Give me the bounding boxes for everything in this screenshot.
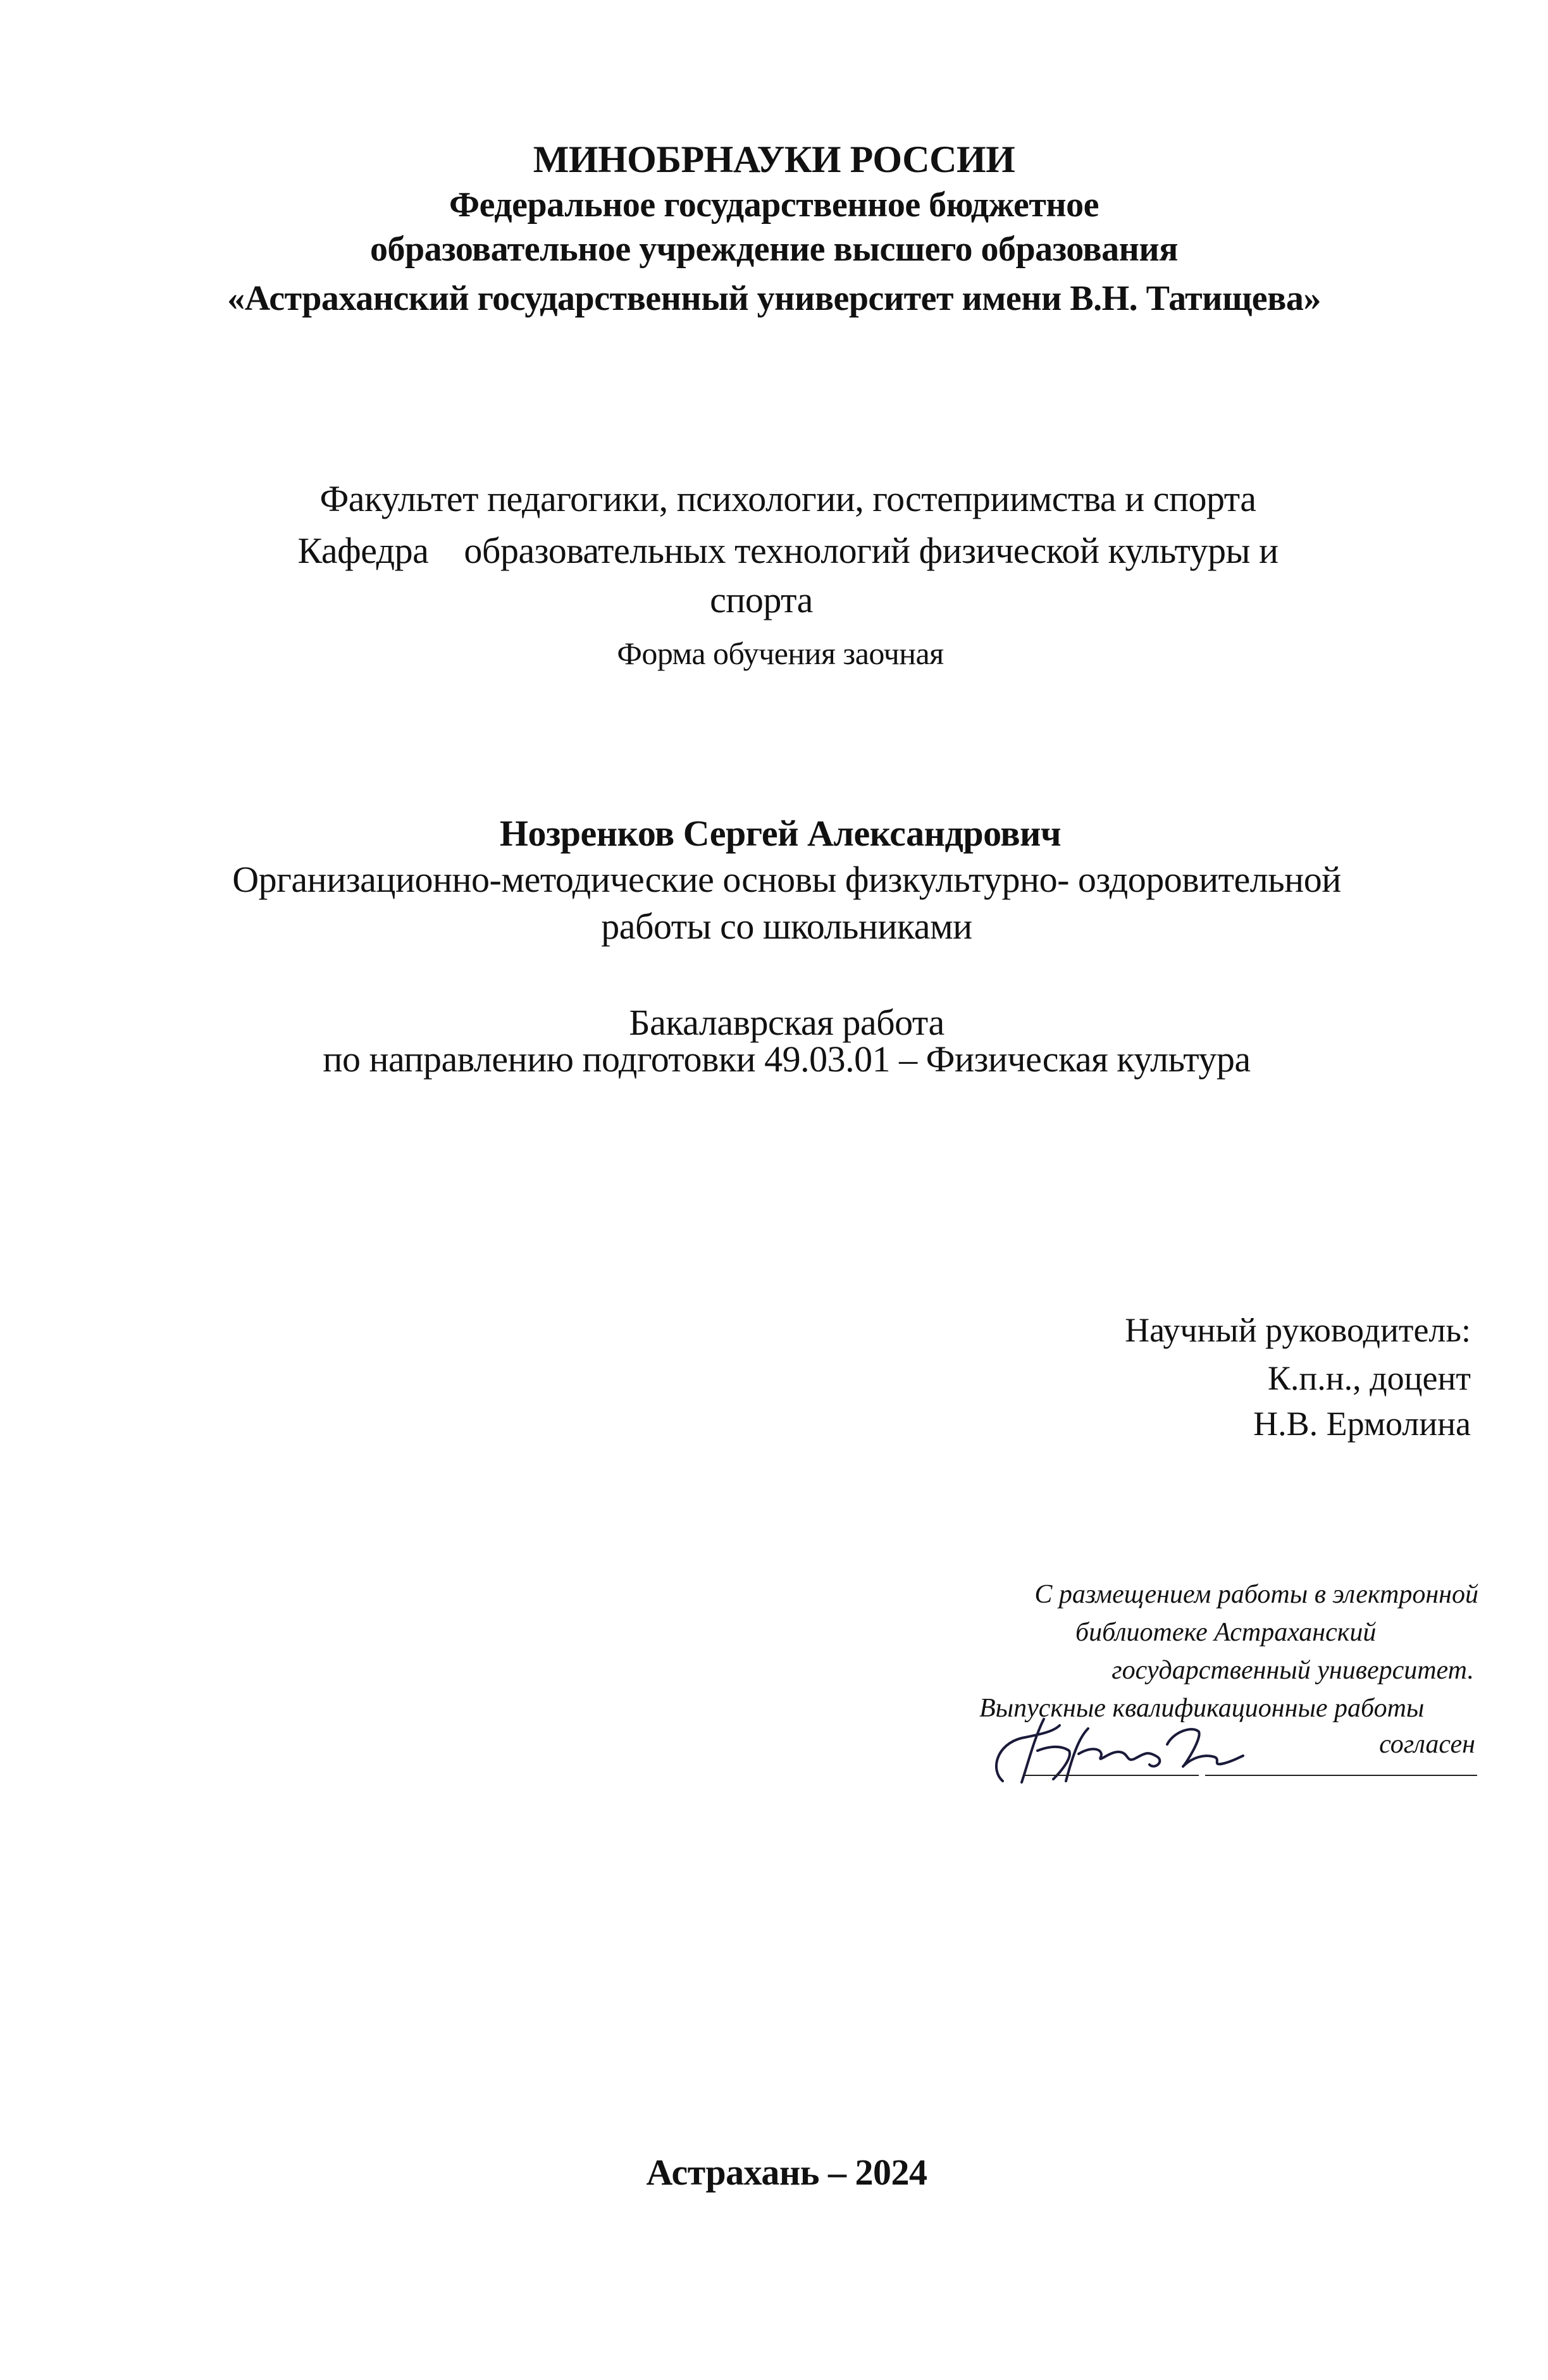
ministry-heading: МИНОБРНАУКИ РОССИИ [533,139,1015,180]
consent-line-2: библиотеке Астраханский [1075,1618,1377,1647]
work-title-line-2: работы со школьниками [601,906,972,947]
work-type: Бакалаврская работа [629,1002,944,1043]
supervisor-name: Н.В. Ермолина [1253,1405,1471,1443]
faculty-name: Факультет педагогики, психологии, гостеприимства и спорта [319,478,1256,519]
chair-line-2: спорта [710,579,813,620]
consent-line-4: Выпускные квалификационные работы [979,1694,1425,1723]
author-name: Нозренков Сергей Александрович [499,813,1062,854]
signature-stroke [996,1725,1060,1781]
handwritten-signature [984,1706,1300,1789]
consent-line-1: С размещением работы в электронной [1034,1580,1478,1609]
signature-stroke [1167,1729,1243,1767]
consent-line-5: согласен [1379,1730,1475,1759]
direction-of-study: по направлению подготовки 49.03.01 – Физическая культура [323,1039,1251,1080]
study-form: Форма обучения заочная [617,636,944,671]
org-line-2: образовательное учреждение высшего образования [370,230,1178,269]
signature-stroke [1079,1749,1160,1766]
org-line-1: Федеральное государственное бюджетное [449,185,1099,225]
work-title-line-1: Организационно-методические основы физкультурно- оздоровительной [232,859,1341,900]
chair-line-1: Кафедра образовательных технологий физической культуры и [297,530,1279,571]
signature-line-left [1025,1775,1199,1776]
city-year: Астрахань – 2024 [646,2152,927,2193]
supervisor-label: Научный руководитель: [1125,1311,1471,1349]
consent-line-3: государственный университет. [1111,1656,1474,1685]
signature-line-right [1205,1775,1477,1776]
university-name: «Астраханский государственный университет имени В.Н. Татищева» [227,279,1321,318]
supervisor-degree: К.п.н., доцент [1267,1359,1471,1397]
